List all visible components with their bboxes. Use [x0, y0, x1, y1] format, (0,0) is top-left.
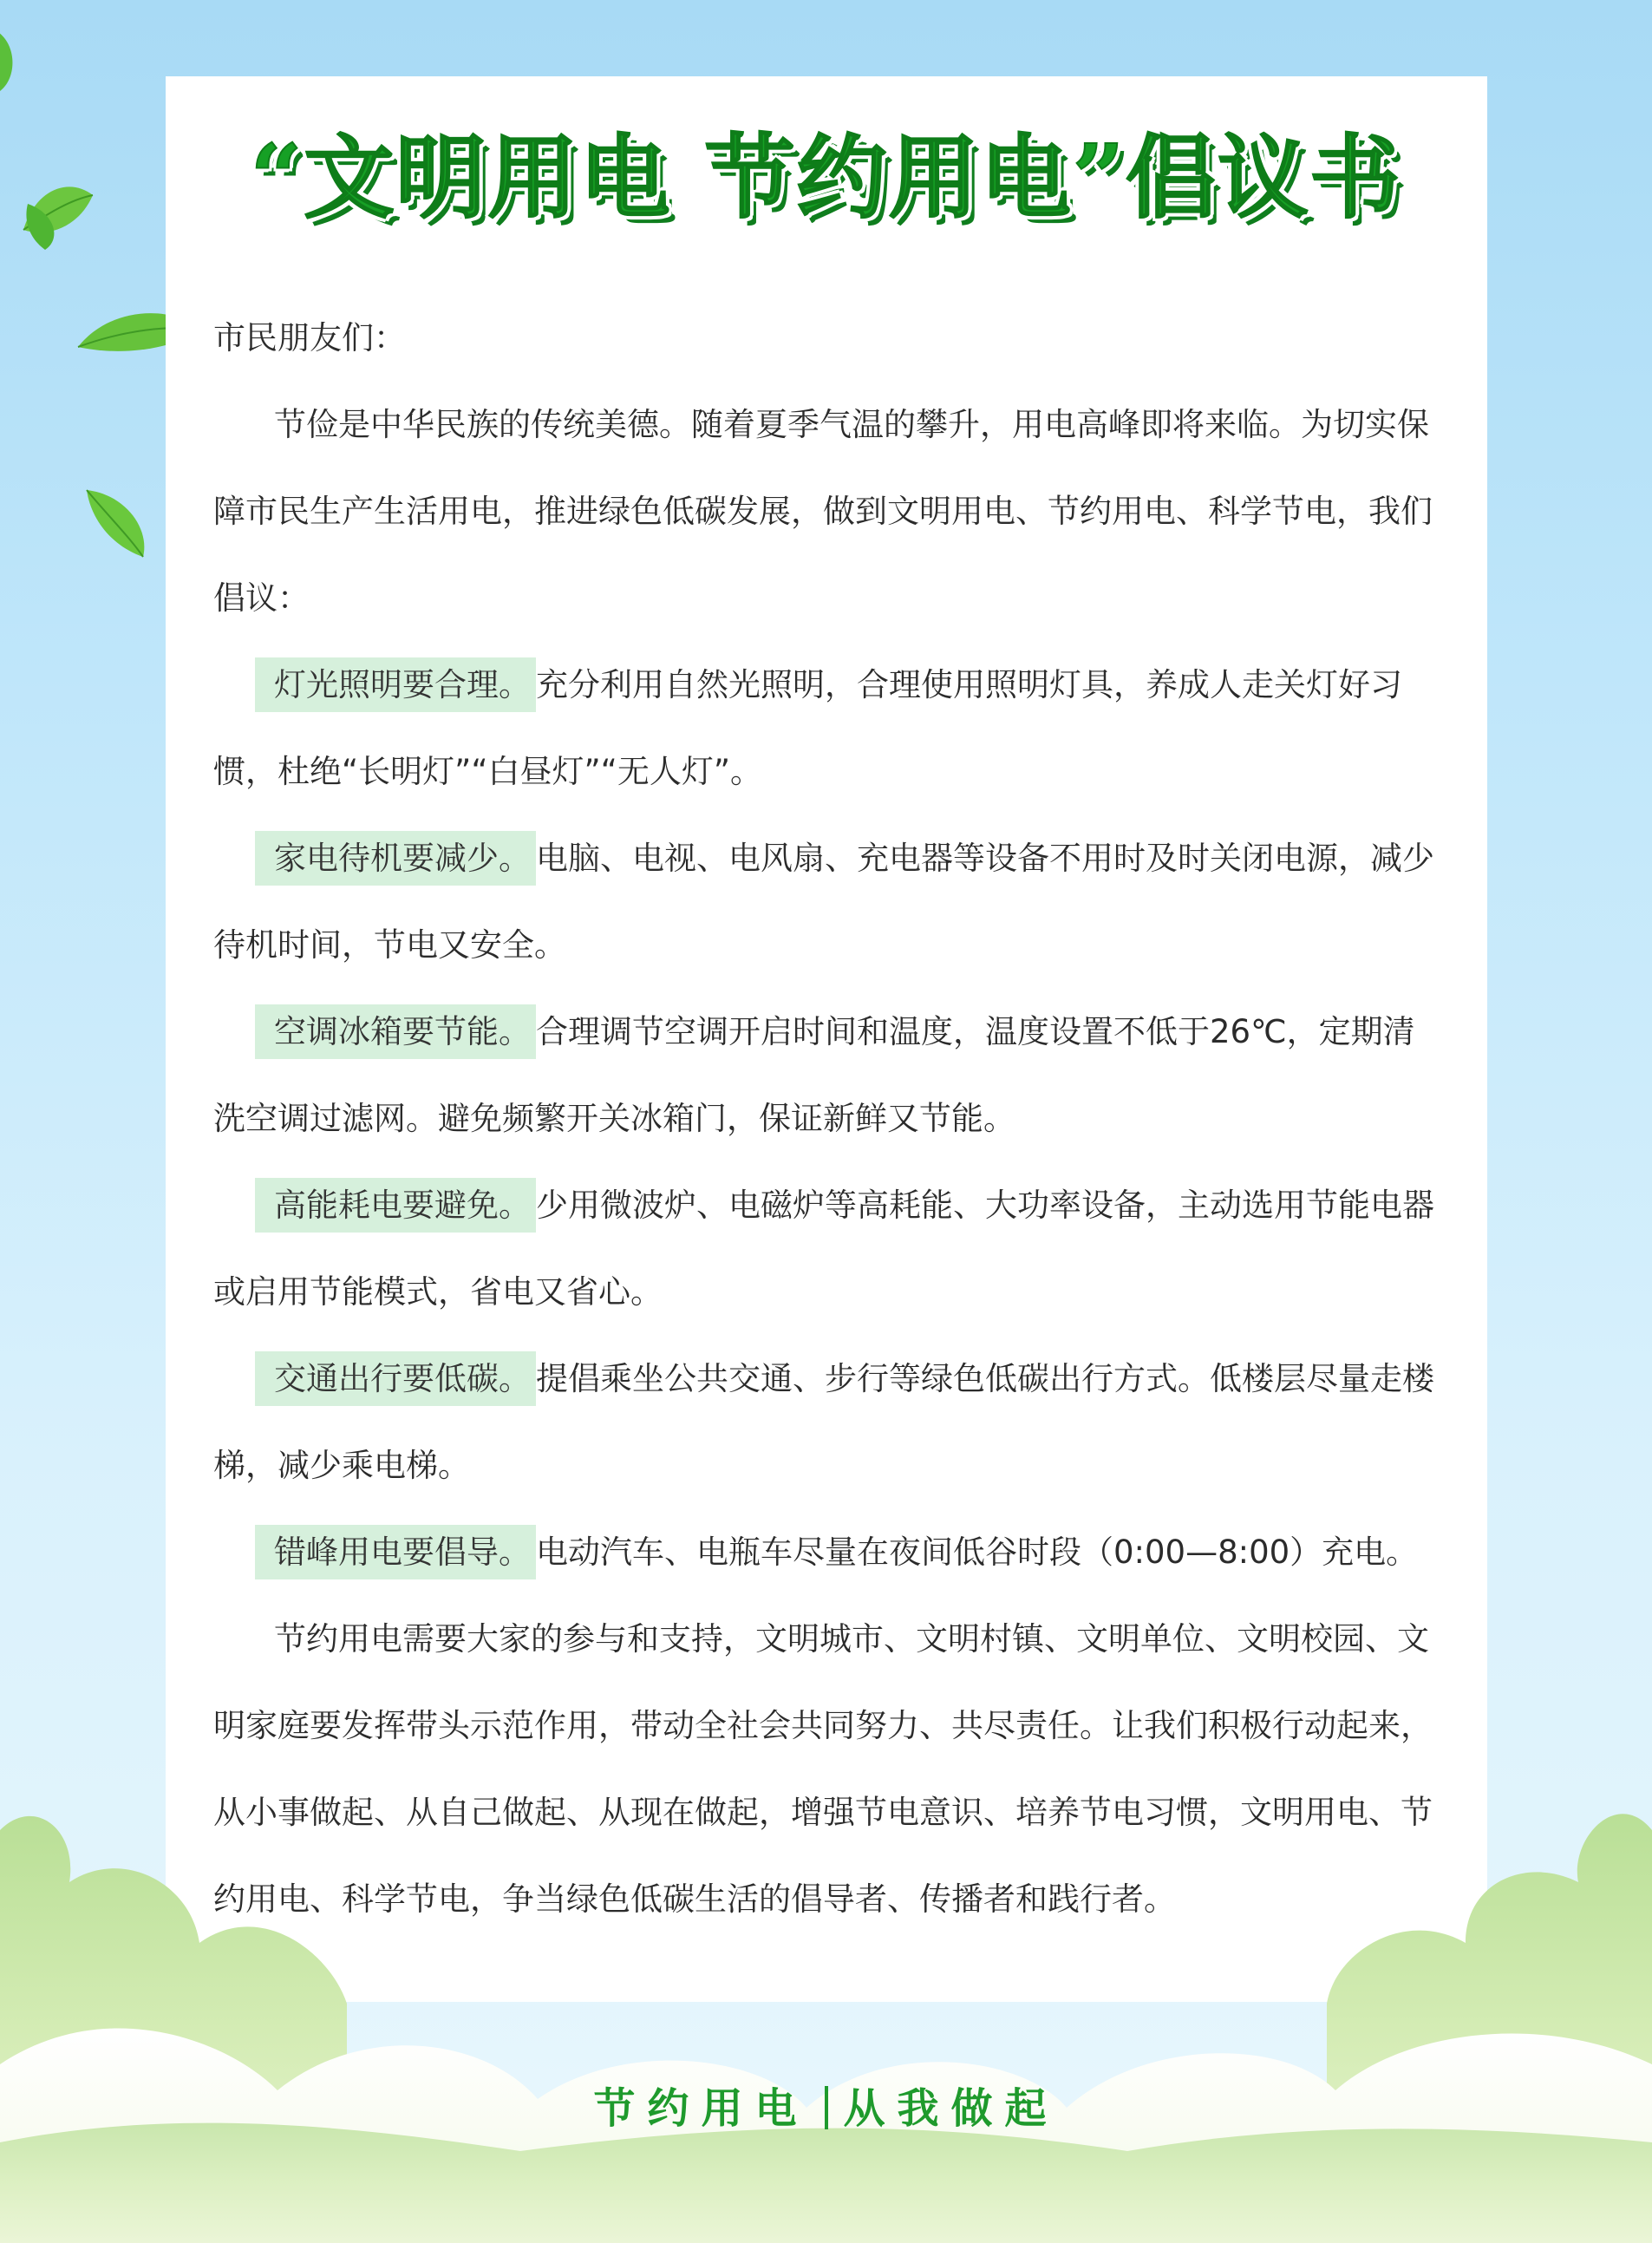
- letter-body: [213, 295, 1445, 1943]
- proposal-item: [213, 815, 1445, 989]
- cloud-shape: [0, 1778, 1652, 2243]
- proposal-text: 提倡乘坐公共交通、步行等绿色低碳出行方式。低楼层尽量走楼梯，减少乘电梯。: [213, 1360, 1434, 1484]
- proposal-text: 少用微波炉、电磁炉等高耗能、大功率设备，主动选用节能电器或启用节能模式，省电又省心。: [213, 1187, 1434, 1311]
- proposal-item: [213, 1162, 1445, 1336]
- leaf-icon: [0, 26, 26, 95]
- intro-paragraph: 节俭是中华民族的传统美德。随着夏季气温的攀升，用电高峰即将来临。为切实保障市民生产生活用电，推进绿色低碳发展，做到文明用电、节约用电、科学节电，我们倡议：: [213, 406, 1433, 617]
- closing-paragraph: 节约用电需要大家的参与和支持，文明城市、文明村镇、文明单位、文明校园、文明家庭要发挥带头示范作用，带动全社会共同努力、共尽责任。让我们积极行动起来，从小事做起、从自己做起、从现在做起，增强节电意识、培养节电习惯，文明用电、节约用电、科学节电，争当绿色低碳生活的倡导者、传播者和践行者。: [213, 1620, 1433, 1918]
- proposal-item: [213, 1336, 1445, 1509]
- proposal-item: [213, 642, 1445, 815]
- leaf-icon: [82, 486, 152, 559]
- page-title: “文明用电 节约用电”倡议书: [250, 124, 1402, 231]
- proposal-text: 电动汽车、电瓶车尽量在夜间低谷时段（0:00—8:00）充电。: [536, 1533, 1419, 1571]
- proposal-item: [213, 1509, 1445, 1596]
- proposal-heading: 家电待机要减少。: [255, 831, 536, 886]
- proposal-heading: 灯光照明要合理。: [255, 657, 536, 712]
- proposal-heading: 交通出行要低碳。: [255, 1351, 536, 1406]
- proposal-text: 合理调节空调开启时间和温度，温度设置不低于26℃，定期清洗空调过滤网。避免频繁开关冰箱门，保证新鲜又节能。: [213, 1013, 1415, 1137]
- proposal-heading: 空调冰箱要节能。: [255, 1004, 536, 1059]
- salutation: 市民朋友们：: [213, 319, 406, 356]
- slogan-left: 节约用电: [593, 2084, 809, 2133]
- proposal-text: 充分利用自然光照明，合理使用照明灯具，养成人走关灯好习惯，杜绝“长明灯”“白昼灯”“无人灯”。: [213, 666, 1402, 790]
- proposal-text: 电脑、电视、电风扇、充电器等设备不用时及时关闭电源，减少待机时间，节电又安全。: [213, 840, 1434, 964]
- slogan-divider: [825, 2086, 828, 2129]
- slogan-right: 从我做起: [843, 2084, 1059, 2133]
- footer-slogan: [0, 2075, 1652, 2135]
- proposal-item: [213, 989, 1445, 1162]
- proposal-heading: 错峰用电要倡导。: [255, 1525, 536, 1579]
- proposal-heading: 高能耗电要避免。: [255, 1178, 536, 1233]
